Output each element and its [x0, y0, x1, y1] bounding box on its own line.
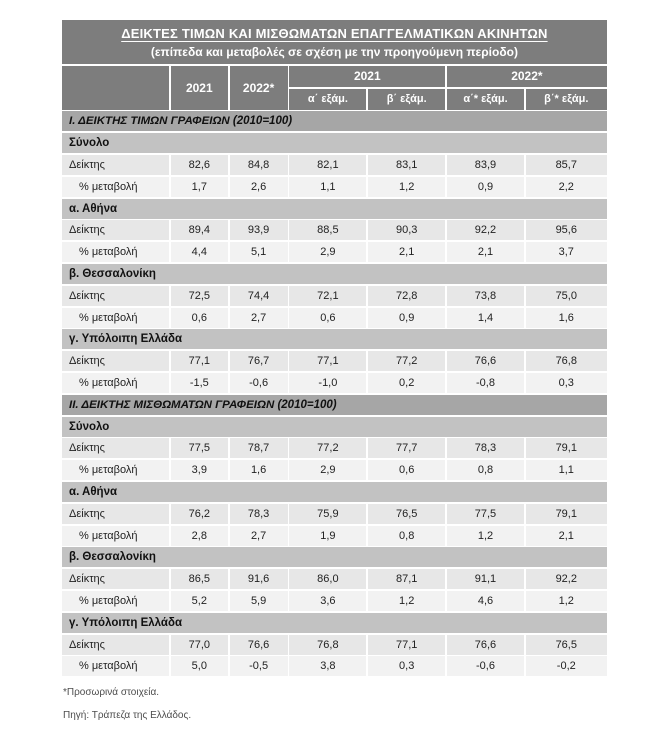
value-cell: 77,5	[447, 504, 524, 524]
value-cell: 76,8	[289, 635, 366, 655]
value-cell: 75,0	[526, 286, 607, 306]
value-cell: 77,7	[368, 438, 445, 458]
area-header: Σύνολο	[62, 133, 607, 153]
area-header: Σύνολο	[62, 417, 607, 437]
value-cell: 5,9	[230, 591, 288, 611]
row-label-index: Δείκτης	[62, 438, 169, 458]
value-cell: 2,1	[526, 526, 607, 546]
col-subheader-h2-2021: β΄ εξάμ.	[368, 89, 445, 110]
value-cell: -0,6	[447, 656, 524, 676]
section-header: Ι. ΔΕΙΚΤΗΣ ΤΙΜΩΝ ΓΡΑΦΕΙΩΝ (2010=100)	[62, 111, 607, 131]
value-cell: 78,7	[230, 438, 288, 458]
value-cell: 83,9	[447, 155, 524, 175]
value-cell: 83,1	[368, 155, 445, 175]
value-cell: 0,9	[447, 177, 524, 197]
value-cell: 76,6	[447, 351, 524, 371]
row-label-change: % μεταβολή	[62, 460, 169, 480]
value-cell: 76,2	[171, 504, 228, 524]
value-cell: 76,6	[447, 635, 524, 655]
value-cell: 2,9	[289, 242, 366, 262]
row-label-index: Δείκτης	[62, 504, 169, 524]
value-cell: 5,1	[230, 242, 288, 262]
row-label-change: % μεταβολή	[62, 177, 169, 197]
value-cell: -0,6	[230, 373, 288, 393]
value-cell: -0,5	[230, 656, 288, 676]
value-cell: 74,4	[230, 286, 288, 306]
table-subtitle: (επίπεδα και μεταβολές σε σχέση με την προηγούμενη περίοδο)	[150, 44, 518, 59]
value-cell: 2,7	[230, 526, 288, 546]
value-cell: 1,2	[526, 591, 607, 611]
footnote-source: Πηγή: Τράπεζα της Ελλάδος.	[63, 710, 192, 721]
indices-table	[62, 20, 607, 676]
value-cell: 76,7	[230, 351, 288, 371]
value-cell: -0,8	[447, 373, 524, 393]
value-cell: 77,1	[171, 351, 228, 371]
row-label-change: % μεταβολή	[62, 242, 169, 262]
value-cell: 2,8	[171, 526, 228, 546]
area-header: γ. Υπόλοιπη Ελλάδα	[62, 329, 607, 349]
value-cell: 84,8	[230, 155, 288, 175]
footnotes	[63, 681, 191, 727]
value-cell: 78,3	[230, 504, 288, 524]
col-group-2022: 2022*	[447, 66, 607, 87]
area-header: γ. Υπόλοιπη Ελλάδα	[62, 613, 607, 633]
section-header: ΙΙ. ΔΕΙΚΤΗΣ ΜΙΣΘΩΜΑΤΩΝ ΓΡΑΦΕΙΩΝ (2010=100)	[62, 395, 607, 415]
row-label-change: % μεταβολή	[62, 526, 169, 546]
value-cell: 77,0	[171, 635, 228, 655]
value-cell: 1,2	[368, 591, 445, 611]
col-header-2022: 2022*	[230, 66, 288, 110]
value-cell: 3,6	[289, 591, 366, 611]
value-cell: 82,6	[171, 155, 228, 175]
value-cell: 79,1	[526, 504, 607, 524]
footnote-provisional: *Προσωρινά στοιχεία.	[63, 687, 160, 698]
col-subheader-h1-2022: α΄* εξάμ.	[447, 89, 524, 110]
value-cell: 1,9	[289, 526, 366, 546]
row-label-index: Δείκτης	[62, 635, 169, 655]
value-cell: -1,5	[171, 373, 228, 393]
value-cell: 0,8	[368, 526, 445, 546]
value-cell: 87,1	[368, 569, 445, 589]
value-cell: 5,2	[171, 591, 228, 611]
value-cell: 93,9	[230, 220, 288, 240]
value-cell: 76,5	[368, 504, 445, 524]
value-cell: 85,7	[526, 155, 607, 175]
value-cell: 2,9	[289, 460, 366, 480]
value-cell: 72,5	[171, 286, 228, 306]
col-header-2021: 2021	[171, 66, 228, 110]
value-cell: 2,2	[526, 177, 607, 197]
value-cell: 72,8	[368, 286, 445, 306]
row-label-index: Δείκτης	[62, 286, 169, 306]
value-cell: 3,7	[526, 242, 607, 262]
area-header: α. Αθήνα	[62, 199, 607, 219]
table-title: ΔΕΙΚΤΕΣ ΤΙΜΩΝ ΚΑΙ ΜΙΣΘΩΜΑΤΩΝ ΕΠΑΓΓΕΛΜΑΤΙΚΩΝ ΑΚΙΝΗΤΩΝ	[121, 25, 548, 41]
value-cell: 90,3	[368, 220, 445, 240]
row-label-index: Δείκτης	[62, 569, 169, 589]
value-cell: 2,6	[230, 177, 288, 197]
row-label-index: Δείκτης	[62, 220, 169, 240]
row-label-change: % μεταβολή	[62, 373, 169, 393]
value-cell: 92,2	[447, 220, 524, 240]
value-cell: 91,1	[447, 569, 524, 589]
value-cell: 5,0	[171, 656, 228, 676]
value-cell: 2,7	[230, 308, 288, 328]
value-cell: 0,6	[171, 308, 228, 328]
value-cell: 0,8	[447, 460, 524, 480]
value-cell: 77,5	[171, 438, 228, 458]
row-label-index: Δείκτης	[62, 155, 169, 175]
value-cell: 79,1	[526, 438, 607, 458]
value-cell: 4,6	[447, 591, 524, 611]
value-cell: 1,4	[447, 308, 524, 328]
value-cell: 1,6	[230, 460, 288, 480]
value-cell: 0,3	[368, 656, 445, 676]
value-cell: 92,2	[526, 569, 607, 589]
area-header: α. Αθήνα	[62, 482, 607, 502]
value-cell: 77,2	[289, 438, 366, 458]
value-cell: 1,1	[526, 460, 607, 480]
row-label-change: % μεταβολή	[62, 656, 169, 676]
value-cell: 0,6	[368, 460, 445, 480]
value-cell: 3,9	[171, 460, 228, 480]
value-cell: 0,2	[368, 373, 445, 393]
area-header: β. Θεσσαλονίκη	[62, 264, 607, 284]
header-corner-cell	[62, 66, 169, 110]
value-cell: 77,1	[368, 635, 445, 655]
value-cell: 1,7	[171, 177, 228, 197]
col-subheader-h2-2022: β΄* εξάμ.	[526, 89, 607, 110]
value-cell: 1,6	[526, 308, 607, 328]
value-cell: 78,3	[447, 438, 524, 458]
table-header-band	[62, 20, 607, 64]
value-cell: 72,1	[289, 286, 366, 306]
value-cell: 75,9	[289, 504, 366, 524]
value-cell: 0,9	[368, 308, 445, 328]
value-cell: 1,2	[368, 177, 445, 197]
value-cell: 73,8	[447, 286, 524, 306]
value-cell: 1,2	[447, 526, 524, 546]
value-cell: 76,5	[526, 635, 607, 655]
value-cell: 4,4	[171, 242, 228, 262]
value-cell: 0,3	[526, 373, 607, 393]
row-label-change: % μεταβολή	[62, 591, 169, 611]
area-header: β. Θεσσαλονίκη	[62, 547, 607, 567]
col-subheader-h1-2021: α΄ εξάμ.	[289, 89, 366, 110]
value-cell: -1,0	[289, 373, 366, 393]
value-cell: 89,4	[171, 220, 228, 240]
value-cell: 76,6	[230, 635, 288, 655]
value-cell: 82,1	[289, 155, 366, 175]
col-group-2021: 2021	[289, 66, 445, 87]
value-cell: 86,0	[289, 569, 366, 589]
value-cell: 88,5	[289, 220, 366, 240]
value-cell: 77,1	[289, 351, 366, 371]
value-cell: 86,5	[171, 569, 228, 589]
value-cell: 95,6	[526, 220, 607, 240]
value-cell: 77,2	[368, 351, 445, 371]
row-label-index: Δείκτης	[62, 351, 169, 371]
value-cell: 1,1	[289, 177, 366, 197]
value-cell: 0,6	[289, 308, 366, 328]
value-cell: 76,8	[526, 351, 607, 371]
value-cell: 2,1	[447, 242, 524, 262]
value-cell: 91,6	[230, 569, 288, 589]
row-label-change: % μεταβολή	[62, 308, 169, 328]
value-cell: 3,8	[289, 656, 366, 676]
value-cell: 2,1	[368, 242, 445, 262]
value-cell: -0,2	[526, 656, 607, 676]
